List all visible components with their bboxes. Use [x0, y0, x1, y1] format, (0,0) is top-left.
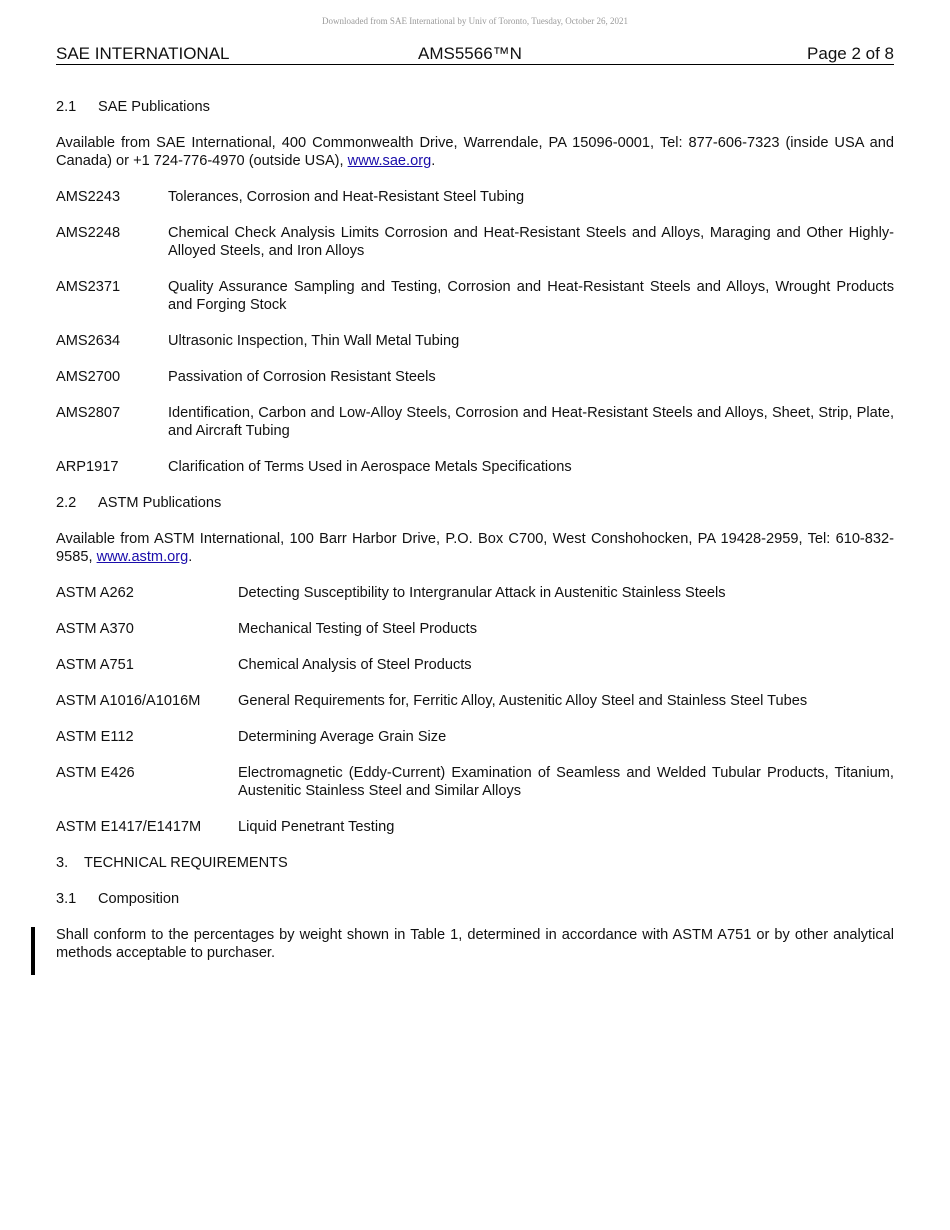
reference-row — [56, 188, 894, 206]
reference-row — [56, 278, 894, 314]
reference-code: AMS2700 — [56, 369, 121, 385]
section-heading-composition — [56, 890, 894, 908]
section-title: Composition — [98, 891, 180, 907]
reference-row — [56, 764, 894, 800]
reference-row — [56, 818, 894, 836]
reference-code: ASTM E1417/E1417M — [56, 819, 202, 835]
reference-code: ASTM A751 — [56, 657, 134, 673]
reference-code: ASTM E112 — [56, 729, 134, 745]
header-page-number: Page 2 of 8 — [807, 44, 894, 63]
reference-title: Tolerances, Corrosion and Heat-Resistant Steel Tubing — [168, 189, 525, 205]
reference-code: AMS2371 — [56, 279, 121, 295]
reference-code: ARP1917 — [56, 459, 119, 475]
reference-title: General Requirements for, Ferritic Alloy, Austenitic Alloy Steel and Stainless Steel Tubes — [238, 693, 808, 709]
section-number: 3.1 — [56, 891, 77, 907]
reference-title: Clarification of Terms Used in Aerospace Metals Specifications — [168, 459, 572, 475]
reference-code: ASTM E426 — [56, 765, 135, 781]
reference-row — [56, 368, 894, 386]
reference-title: Chemical Analysis of Steel Products — [238, 657, 472, 673]
astm-availability-paragraph — [56, 530, 894, 566]
section-number: 2.1 — [56, 99, 77, 115]
reference-code: ASTM A1016/A1016M — [56, 693, 201, 709]
reference-row — [56, 458, 894, 476]
sae-availability-paragraph — [56, 134, 894, 170]
reference-title: Electromagnetic (Eddy-Current) Examination of Seamless and Welded Tubular Products, Titanium, Austenitic Stainless Steel and Similar Alloys — [238, 765, 894, 799]
reference-row — [56, 584, 894, 602]
reference-title: Mechanical Testing of Steel Products — [238, 621, 478, 637]
revision-change-bar — [31, 927, 35, 975]
reference-code: AMS2807 — [56, 405, 121, 421]
reference-title: Passivation of Corrosion Resistant Steels — [168, 369, 436, 385]
period: . — [431, 153, 436, 169]
section-heading-technical — [56, 854, 894, 872]
section-heading-sae — [56, 98, 894, 116]
header-org: SAE INTERNATIONAL — [56, 44, 230, 63]
section-number: 3. — [56, 855, 69, 871]
reference-code: AMS2243 — [56, 189, 121, 205]
reference-row — [56, 332, 894, 350]
reference-title: Detecting Susceptibility to Intergranular Attack in Austenitic Stainless Steels — [238, 585, 726, 601]
reference-row — [56, 728, 894, 746]
reference-title: Ultrasonic Inspection, Thin Wall Metal Tubing — [168, 333, 460, 349]
reference-title: Quality Assurance Sampling and Testing, Corrosion and Heat-Resistant Steels and Alloys, Wrought Products and Forging Stock — [168, 279, 894, 313]
section-number: 2.2 — [56, 495, 77, 511]
reference-code: AMS2248 — [56, 225, 121, 241]
document-body — [56, 98, 894, 980]
reference-title: Liquid Penetrant Testing — [238, 819, 395, 835]
reference-code: ASTM A370 — [56, 621, 134, 637]
reference-row — [56, 224, 894, 260]
section-title: ASTM Publications — [98, 495, 222, 511]
page-header — [56, 44, 894, 65]
period: . — [188, 549, 193, 565]
sae-website-link[interactable]: www.sae.org — [347, 153, 432, 169]
astm-website-link[interactable]: www.astm.org — [96, 549, 189, 565]
section-heading-astm — [56, 494, 894, 512]
reference-code: ASTM A262 — [56, 585, 134, 601]
reference-title: Identification, Carbon and Low-Alloy Steels, Corrosion and Heat-Resistant Steels and Alloys, Sheet, Strip, Plate, and Aircraft Tubing — [168, 405, 894, 439]
reference-row — [56, 620, 894, 638]
availability-text: Available from ASTM International, 100 Barr Harbor Drive, P.O. Box C700, West Conshohocken, PA 19428-2959, Tel: 610-832-9585, — [56, 531, 894, 565]
header-doc-id: AMS5566™N — [418, 44, 522, 63]
reference-code: AMS2634 — [56, 333, 121, 349]
availability-text: Available from SAE International, 400 Commonwealth Drive, Warrendale, PA 15096-0001, Tel: 877-606-7323 (inside USA and Canada) or +1 724-776-4970 (outside USA), — [56, 135, 894, 169]
reference-title: Chemical Check Analysis Limits Corrosion and Heat-Resistant Steels and Alloys, Maraging and Other Highly-Alloyed Steels, and Iron Alloys — [168, 225, 894, 259]
reference-row — [56, 656, 894, 674]
section-title: SAE Publications — [98, 99, 210, 115]
composition-paragraph: Shall conform to the percentages by weight shown in Table 1, determined in accordance with ASTM A751 or by other analytical methods acceptable to purchaser. — [56, 927, 894, 961]
section-title: TECHNICAL REQUIREMENTS — [84, 855, 288, 871]
reference-row — [56, 692, 894, 710]
reference-row — [56, 404, 894, 440]
reference-title: Determining Average Grain Size — [238, 729, 447, 745]
download-watermark: Downloaded from SAE International by Univ of Toronto, Tuesday, October 26, 2021 — [321, 16, 629, 26]
